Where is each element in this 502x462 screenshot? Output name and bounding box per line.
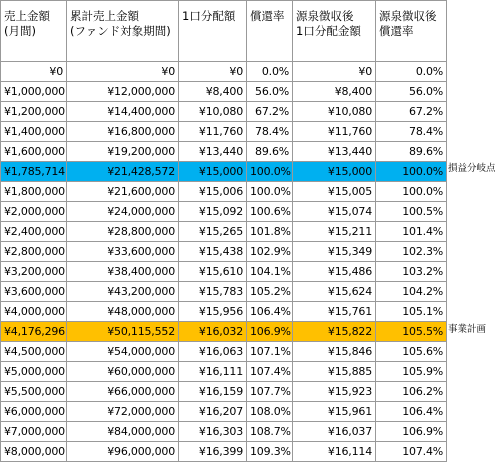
cumulative-sales-cell: ¥84,000,000 (67, 422, 179, 442)
after-tax-distribution-cell: ¥15,074 (293, 202, 376, 222)
table-row (1, 222, 447, 242)
row-note: 事業計画 (448, 323, 487, 335)
monthly-sales-cell: ¥5,500,000 (1, 382, 67, 402)
table-row (1, 262, 447, 282)
redemption-rate-cell: 108.7% (247, 422, 293, 442)
after-tax-distribution-cell: ¥15,005 (293, 182, 376, 202)
header-redemption-rate: 償還率 (247, 1, 293, 62)
cumulative-sales-cell: ¥48,000,000 (67, 302, 179, 322)
cumulative-sales-cell: ¥50,115,552 (67, 322, 179, 342)
distribution-cell: ¥16,303 (179, 422, 247, 442)
distribution-cell: ¥16,032 (179, 322, 247, 342)
table-row (1, 422, 447, 442)
after-tax-rate-cell: 100.5% (376, 202, 447, 222)
redemption-rate-cell: 0.0% (247, 62, 293, 82)
redemption-rate-cell: 100.0% (247, 162, 293, 182)
redemption-rate-cell: 109.3% (247, 442, 293, 462)
table-row (1, 322, 447, 342)
cumulative-sales-cell: ¥33,600,000 (67, 242, 179, 262)
table-row (1, 342, 447, 362)
monthly-sales-cell: ¥1,600,000 (1, 142, 67, 162)
after-tax-distribution-cell: ¥15,211 (293, 222, 376, 242)
monthly-sales-cell: ¥1,400,000 (1, 122, 67, 142)
redemption-rate-cell: 101.8% (247, 222, 293, 242)
cumulative-sales-cell: ¥16,800,000 (67, 122, 179, 142)
distribution-cell: ¥16,159 (179, 382, 247, 402)
after-tax-rate-cell: 106.2% (376, 382, 447, 402)
monthly-sales-cell: ¥3,600,000 (1, 282, 67, 302)
header-after-tax-redemption-rate: 源泉徴収後 償還率 (376, 1, 447, 62)
after-tax-rate-cell: 106.4% (376, 402, 447, 422)
after-tax-rate-cell: 103.2% (376, 262, 447, 282)
after-tax-rate-cell: 104.2% (376, 282, 447, 302)
after-tax-distribution-cell: ¥16,114 (293, 442, 376, 462)
after-tax-rate-cell: 105.9% (376, 362, 447, 382)
after-tax-rate-cell: 106.9% (376, 422, 447, 442)
cumulative-sales-cell: ¥43,200,000 (67, 282, 179, 302)
redemption-rate-cell: 106.9% (247, 322, 293, 342)
after-tax-rate-cell: 0.0% (376, 62, 447, 82)
redemption-rate-cell: 100.6% (247, 202, 293, 222)
redemption-rate-cell: 67.2% (247, 102, 293, 122)
table-row (1, 62, 447, 82)
table-row (1, 402, 447, 422)
redemption-rate-cell: 107.1% (247, 342, 293, 362)
cumulative-sales-cell: ¥21,428,572 (67, 162, 179, 182)
after-tax-distribution-cell: ¥15,000 (293, 162, 376, 182)
after-tax-rate-cell: 105.5% (376, 322, 447, 342)
row-note: 損益分岐点 (448, 163, 496, 175)
table-row (1, 102, 447, 122)
distribution-cell: ¥0 (179, 62, 247, 82)
after-tax-distribution-cell: ¥11,760 (293, 122, 376, 142)
monthly-sales-cell: ¥2,800,000 (1, 242, 67, 262)
after-tax-rate-cell: 67.2% (376, 102, 447, 122)
after-tax-distribution-cell: ¥16,037 (293, 422, 376, 442)
cumulative-sales-cell: ¥24,000,000 (67, 202, 179, 222)
after-tax-rate-cell: 105.1% (376, 302, 447, 322)
monthly-sales-cell: ¥4,176,296 (1, 322, 67, 342)
table-row (1, 242, 447, 262)
monthly-sales-cell: ¥6,000,000 (1, 402, 67, 422)
monthly-sales-cell: ¥8,000,000 (1, 442, 67, 462)
after-tax-distribution-cell: ¥8,400 (293, 82, 376, 102)
after-tax-distribution-cell: ¥15,923 (293, 382, 376, 402)
after-tax-distribution-cell: ¥15,885 (293, 362, 376, 382)
monthly-sales-cell: ¥2,400,000 (1, 222, 67, 242)
after-tax-distribution-cell: ¥0 (293, 62, 376, 82)
monthly-sales-cell: ¥7,000,000 (1, 422, 67, 442)
distribution-cell: ¥15,783 (179, 282, 247, 302)
redemption-rate-cell: 102.9% (247, 242, 293, 262)
monthly-sales-cell: ¥2,000,000 (1, 202, 67, 222)
redemption-rate-cell: 100.0% (247, 182, 293, 202)
table-row (1, 382, 447, 402)
distribution-cell: ¥11,760 (179, 122, 247, 142)
distribution-cell: ¥16,399 (179, 442, 247, 462)
monthly-sales-cell: ¥1,200,000 (1, 102, 67, 122)
table-row (1, 282, 447, 302)
header-distribution-per-unit: 1口分配額 (179, 1, 247, 62)
cumulative-sales-cell: ¥66,000,000 (67, 382, 179, 402)
after-tax-rate-cell: 89.6% (376, 142, 447, 162)
cumulative-sales-cell: ¥54,000,000 (67, 342, 179, 362)
monthly-sales-cell: ¥1,785,714 (1, 162, 67, 182)
after-tax-rate-cell: 56.0% (376, 82, 447, 102)
distribution-cell: ¥15,092 (179, 202, 247, 222)
after-tax-distribution-cell: ¥13,440 (293, 142, 376, 162)
after-tax-distribution-cell: ¥15,846 (293, 342, 376, 362)
after-tax-distribution-cell: ¥15,624 (293, 282, 376, 302)
redemption-rate-cell: 108.0% (247, 402, 293, 422)
table-row (1, 302, 447, 322)
redemption-rate-cell: 78.4% (247, 122, 293, 142)
distribution-cell: ¥15,956 (179, 302, 247, 322)
monthly-sales-cell: ¥4,000,000 (1, 302, 67, 322)
redemption-rate-cell: 56.0% (247, 82, 293, 102)
after-tax-distribution-cell: ¥10,080 (293, 102, 376, 122)
table-row (1, 442, 447, 462)
redemption-rate-cell: 107.7% (247, 382, 293, 402)
after-tax-distribution-cell: ¥15,761 (293, 302, 376, 322)
redemption-rate-cell: 107.4% (247, 362, 293, 382)
distribution-cell: ¥8,400 (179, 82, 247, 102)
after-tax-rate-cell: 102.3% (376, 242, 447, 262)
monthly-sales-cell: ¥1,000,000 (1, 82, 67, 102)
monthly-sales-cell: ¥4,500,000 (1, 342, 67, 362)
after-tax-distribution-cell: ¥15,486 (293, 262, 376, 282)
table-row (1, 362, 447, 382)
monthly-sales-cell: ¥0 (1, 62, 67, 82)
after-tax-rate-cell: 107.4% (376, 442, 447, 462)
distribution-cell: ¥15,000 (179, 162, 247, 182)
after-tax-rate-cell: 105.6% (376, 342, 447, 362)
table-row (1, 142, 447, 162)
table-row (1, 202, 447, 222)
distribution-cell: ¥16,063 (179, 342, 247, 362)
monthly-sales-cell: ¥1,800,000 (1, 182, 67, 202)
header-cumulative-sales: 累計売上金額 (ファンド対象期間) (67, 1, 179, 62)
distribution-cell: ¥13,440 (179, 142, 247, 162)
distribution-cell: ¥15,610 (179, 262, 247, 282)
distribution-cell: ¥15,438 (179, 242, 247, 262)
cumulative-sales-cell: ¥0 (67, 62, 179, 82)
header-monthly-sales: 売上金額 (月間) (1, 1, 67, 62)
redemption-rate-cell: 104.1% (247, 262, 293, 282)
table-row (1, 122, 447, 142)
cumulative-sales-cell: ¥38,400,000 (67, 262, 179, 282)
distribution-cell: ¥15,265 (179, 222, 247, 242)
cumulative-sales-cell: ¥60,000,000 (67, 362, 179, 382)
distribution-cell: ¥16,207 (179, 402, 247, 422)
after-tax-rate-cell: 100.0% (376, 182, 447, 202)
header-row (1, 1, 447, 62)
cumulative-sales-cell: ¥28,800,000 (67, 222, 179, 242)
after-tax-distribution-cell: ¥15,961 (293, 402, 376, 422)
cumulative-sales-cell: ¥21,600,000 (67, 182, 179, 202)
distribution-cell: ¥15,006 (179, 182, 247, 202)
redemption-rate-cell: 89.6% (247, 142, 293, 162)
monthly-sales-cell: ¥5,000,000 (1, 362, 67, 382)
table-row (1, 162, 447, 182)
cumulative-sales-cell: ¥12,000,000 (67, 82, 179, 102)
cumulative-sales-cell: ¥14,400,000 (67, 102, 179, 122)
after-tax-rate-cell: 100.0% (376, 162, 447, 182)
distribution-cell: ¥10,080 (179, 102, 247, 122)
cumulative-sales-cell: ¥96,000,000 (67, 442, 179, 462)
distribution-cell: ¥16,111 (179, 362, 247, 382)
table-row (1, 82, 447, 102)
cumulative-sales-cell: ¥72,000,000 (67, 402, 179, 422)
table-row (1, 182, 447, 202)
redemption-rate-cell: 105.2% (247, 282, 293, 302)
monthly-sales-cell: ¥3,200,000 (1, 262, 67, 282)
after-tax-rate-cell: 101.4% (376, 222, 447, 242)
after-tax-distribution-cell: ¥15,822 (293, 322, 376, 342)
header-after-tax-distribution: 源泉徴収後 1口分配金額 (293, 1, 376, 62)
redemption-rate-cell: 106.4% (247, 302, 293, 322)
after-tax-rate-cell: 78.4% (376, 122, 447, 142)
cumulative-sales-cell: ¥19,200,000 (67, 142, 179, 162)
after-tax-distribution-cell: ¥15,349 (293, 242, 376, 262)
